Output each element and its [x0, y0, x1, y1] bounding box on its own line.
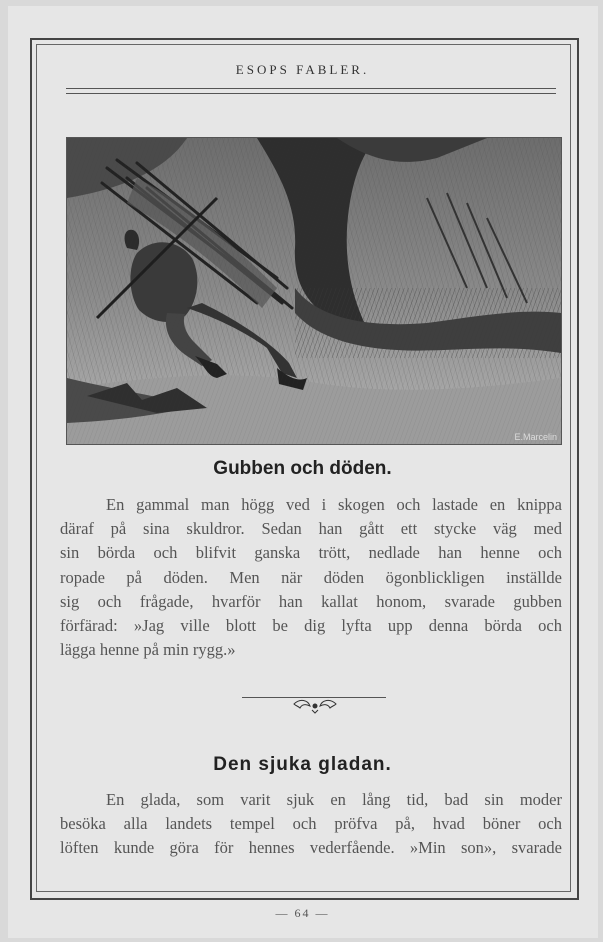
fable2-title: Den sjuka gladan. [213, 754, 392, 775]
fable1-text [60, 493, 562, 662]
running-header: ESOPS FABLER. [235, 62, 370, 77]
ornament-icon [290, 698, 340, 714]
fable2-line: löften kunde göra för hennes vederfående. »Min son», svarade [60, 838, 562, 858]
engraving-old-man-with-bundle [66, 137, 562, 445]
engraver-signature: E.Marcelin [514, 432, 557, 442]
page-number: — 64 — [275, 906, 330, 920]
fable1-line: sin börda och blifvit ganska trött, nedlade han henne och [60, 543, 562, 563]
fable2-line: besöka alla landets tempel och pröfva på, hvad böner och [60, 814, 562, 834]
fable1-line: förfärad: »Jag ville blott be dig lyfta upp denna börda och [60, 616, 562, 636]
fable1-line: ropade på döden. Men när döden ögonblickligen inställde [60, 567, 562, 587]
fable2-line: En glada, som varit sjuk en lång tid, bad sin moder [106, 790, 562, 809]
fable1-line: sig och frågade, hvarför han kallat honom, svarade gubben [60, 591, 562, 611]
fable2-text [60, 788, 562, 861]
fable1-line: däraf på sina skuldror. Sedan han gått ett stycke väg med [60, 519, 562, 539]
fable1-line: lägga henne på min rygg.» [60, 640, 236, 660]
fable1-line: En gammal man högg ved i skogen och lastade en knippa [106, 495, 562, 514]
engraving-drawing [67, 138, 561, 444]
header-rule [66, 88, 556, 94]
fable1-title: Gubben och döden. [213, 458, 392, 479]
